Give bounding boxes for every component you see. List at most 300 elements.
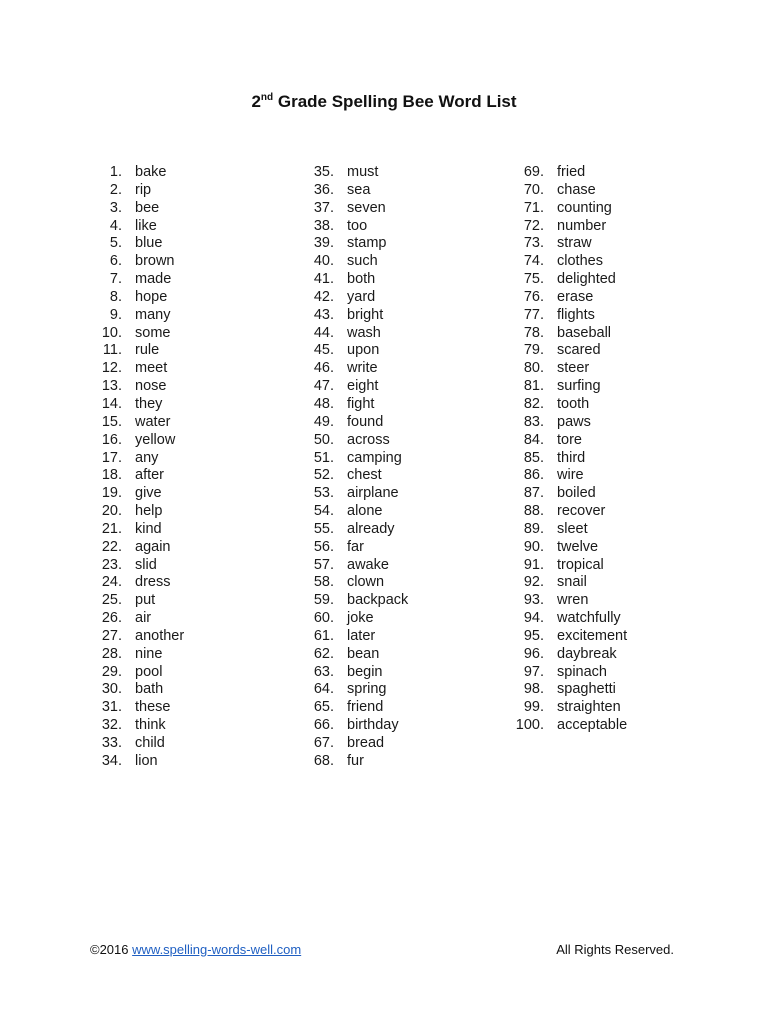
spelling-word: air [135,610,152,627]
word-list-item [272,521,408,539]
copyright-text: ©2016 [90,942,133,957]
spelling-word: any [135,449,159,466]
item-number: 9. [109,306,122,323]
word-column-3 [482,164,627,735]
spelling-word: watchfully [557,610,621,627]
spelling-word: awake [347,556,389,573]
word-list-item [482,200,627,218]
item-number: 2. [109,181,122,198]
word-list-item [482,432,627,450]
item-number: 34. [101,752,122,769]
word-list-item [272,432,408,450]
word-list-item [482,307,627,325]
spelling-word: scared [557,342,601,359]
item-number: 56. [313,538,334,555]
spelling-word: meet [135,360,168,377]
word-list-item [60,753,184,771]
spelling-word: counting [557,199,612,216]
word-list-item [482,467,627,485]
word-list-item [60,699,184,717]
word-list-item [482,592,627,610]
footer-copyright [90,942,301,957]
word-list-item [60,646,184,664]
item-number: 53. [313,485,334,502]
word-list-item [482,628,627,646]
word-list-item [60,342,184,360]
word-list-item [60,521,184,539]
word-list-item [60,681,184,699]
item-number: 49. [313,413,334,430]
item-number: 51. [313,449,334,466]
spelling-word: put [135,592,156,609]
word-list-item [272,539,408,557]
spelling-word: rule [135,342,160,359]
item-number: 100. [515,717,544,734]
item-number: 24. [101,574,122,591]
word-list-item [272,378,408,396]
spelling-word: clown [347,574,385,591]
spelling-word: pool [135,663,163,680]
word-list-item [60,467,184,485]
item-number: 91. [523,556,544,573]
word-list-item [60,164,184,182]
word-list-item [482,699,627,717]
page-title [0,92,768,112]
spelling-word: made [135,271,172,288]
item-number: 98. [523,681,544,698]
word-list-item [272,610,408,628]
item-number: 36. [313,181,334,198]
item-number: 88. [523,503,544,520]
spelling-word: chase [557,181,596,198]
word-column-2 [272,164,408,771]
spelling-word: chest [347,467,382,484]
word-list-item [272,342,408,360]
spelling-word: surfing [557,378,601,395]
word-list-item [482,289,627,307]
word-list-item [60,503,184,521]
item-number: 13. [101,378,122,395]
spelling-word: wash [347,324,381,341]
spelling-word: such [347,253,378,270]
spelling-word: birthday [347,717,399,734]
item-number: 78. [523,324,544,341]
word-list-item [272,200,408,218]
item-number: 64. [313,681,334,698]
word-list-item [482,325,627,343]
spelling-word: bath [135,681,164,698]
spelling-word: blue [135,235,163,252]
word-list-item [60,235,184,253]
spelling-word: hope [135,288,168,305]
spelling-word: bean [347,645,380,662]
word-list-item [60,485,184,503]
item-number: 62. [313,645,334,662]
spelling-word: bake [135,164,167,180]
item-number: 46. [313,360,334,377]
item-number: 15. [101,413,122,430]
spelling-word: clothes [557,253,603,270]
spelling-word: spaghetti [557,681,616,698]
word-list-item [272,218,408,236]
spelling-word: water [135,413,171,430]
footer-rights: All Rights Reserved. [556,942,674,957]
item-number: 21. [101,520,122,537]
spelling-word: give [135,485,162,502]
item-number: 80. [523,360,544,377]
item-number: 83. [523,413,544,430]
word-list-item [272,235,408,253]
spelling-word: dress [135,574,171,591]
spelling-word: yellow [135,431,176,448]
item-number: 97. [523,663,544,680]
item-number: 17. [101,449,122,466]
spelling-word: must [347,164,379,180]
word-list-item [272,253,408,271]
spelling-word: seven [347,199,386,216]
item-number: 1. [109,164,122,180]
word-list-item [482,485,627,503]
spelling-word: another [135,627,185,644]
item-number: 29. [101,663,122,680]
spelling-word: lion [135,752,158,769]
word-list-item [482,539,627,557]
spelling-word: backpack [347,592,409,609]
item-number: 7. [109,271,122,288]
word-list-item [272,307,408,325]
spelling-word: too [347,217,368,234]
word-list-item [60,360,184,378]
spelling-word: sleet [557,520,588,537]
item-number: 47. [313,378,334,395]
item-number: 11. [102,342,122,359]
item-number: 41. [313,271,334,288]
spelling-word: begin [347,663,383,680]
spelling-word: alone [347,503,383,520]
item-number: 12. [101,360,122,377]
title-superscript: nd [260,92,274,103]
word-list-item [60,432,184,450]
spelling-word: wren [557,592,589,609]
item-number: 31. [101,699,122,716]
word-list-item [60,735,184,753]
word-list-item [482,610,627,628]
item-number: 86. [523,467,544,484]
word-list-item [272,164,408,182]
item-number: 44. [313,324,334,341]
item-number: 93. [523,592,544,609]
spelling-word: across [347,431,390,448]
word-list-item [482,360,627,378]
spelling-word: brown [135,253,175,270]
spelling-word: nine [135,645,163,662]
word-list-item [60,450,184,468]
item-number: 8. [109,288,122,305]
spelling-word: snail [557,574,587,591]
spelling-word: upon [347,342,380,359]
item-number: 65. [313,699,334,716]
spelling-word: far [347,538,364,555]
item-number: 4. [109,217,122,234]
spelling-word: boiled [557,485,596,502]
item-number: 89. [523,520,544,537]
item-number: 63. [313,663,334,680]
spelling-word: joke [347,610,374,627]
word-list-item [272,646,408,664]
word-list-item [272,717,408,735]
spelling-word: yard [347,288,376,305]
spelling-word: airplane [347,485,399,502]
word-list-item [482,503,627,521]
item-number: 81. [523,378,544,395]
item-number: 52. [313,467,334,484]
spelling-word: excitement [557,627,628,644]
word-list-item [272,503,408,521]
word-list-item [482,521,627,539]
item-number: 73. [523,235,544,252]
word-list-item [60,610,184,628]
item-number: 94. [523,610,544,627]
word-list-item [60,200,184,218]
word-list-item [482,646,627,664]
word-list-item [272,467,408,485]
word-list-item [60,396,184,414]
word-column-1 [60,164,184,771]
item-number: 96. [523,645,544,662]
title-rest: Grade Spelling Bee Word List [273,92,517,111]
word-list-item [60,664,184,682]
item-number: 20. [101,503,122,520]
word-list-item [272,289,408,307]
word-list-item [482,378,627,396]
spelling-word: spinach [557,663,607,680]
spelling-word: these [135,699,171,716]
word-list-item [60,717,184,735]
spelling-word: help [135,503,163,520]
item-number: 71. [523,199,544,216]
word-list-item [482,218,627,236]
spelling-word: steer [557,360,590,377]
word-list-item [60,592,184,610]
word-list-item [272,360,408,378]
item-number: 69. [523,164,544,180]
item-number: 66. [313,717,334,734]
spelling-word: later [347,627,376,644]
spelling-word: eight [347,378,379,395]
spelling-word: tore [557,431,582,448]
item-number: 38. [313,217,334,234]
word-list-item [272,414,408,432]
word-list-item [60,539,184,557]
spelling-word: many [135,306,171,323]
item-number: 19. [101,485,122,502]
item-number: 74. [523,253,544,270]
spelling-word: bread [347,735,385,751]
spelling-word: nose [135,378,167,395]
item-number: 27. [101,627,122,644]
word-list-item [482,681,627,699]
spelling-word: twelve [557,538,599,555]
word-list-item [272,753,408,771]
word-list-item [272,271,408,289]
item-number: 23. [101,556,122,573]
item-number: 68. [313,752,334,769]
item-number: 25. [101,592,122,609]
word-list-item [60,253,184,271]
item-number: 26. [101,610,122,627]
word-list-item [482,235,627,253]
word-list-item [60,307,184,325]
word-list-item [482,253,627,271]
word-list-item [482,342,627,360]
item-number: 87. [523,485,544,502]
word-list-item [60,218,184,236]
word-list-item [60,325,184,343]
item-number: 95. [523,627,544,644]
spelling-word: fur [347,752,364,769]
item-number: 77. [523,306,544,323]
word-list-item [482,664,627,682]
word-list-item [272,325,408,343]
item-number: 90. [523,538,544,555]
item-number: 55. [313,520,334,537]
word-list-item [60,182,184,200]
word-list-item [60,557,184,575]
item-number: 37. [313,199,334,216]
item-number: 58. [313,574,334,591]
spelling-word: again [135,538,171,555]
item-number: 76. [523,288,544,305]
spelling-word: found [347,413,384,430]
word-list-item [272,182,408,200]
word-list-item [60,574,184,592]
spelling-word: bee [135,199,160,216]
spelling-word: spring [347,681,387,698]
word-list-item [482,182,627,200]
spelling-word: acceptable [557,717,628,734]
spelling-word: kind [135,520,162,537]
spelling-word: paws [557,413,591,430]
item-number: 10. [101,324,122,341]
word-list-item [272,574,408,592]
item-number: 57. [313,556,334,573]
word-list-item [272,699,408,717]
spelling-word: like [135,217,157,234]
item-number: 75. [523,271,544,288]
item-number: 85. [523,449,544,466]
title-lead: 2 [251,92,261,111]
word-list-item [482,271,627,289]
spelling-word: friend [347,699,384,716]
item-number: 16. [101,431,122,448]
spelling-word: already [347,520,395,537]
word-list-item [60,271,184,289]
item-number: 42. [313,288,334,305]
word-list-item [482,557,627,575]
item-number: 79. [523,342,544,359]
spelling-word: straighten [557,699,621,716]
item-number: 45. [313,342,334,359]
spelling-word: number [557,217,607,234]
item-number: 60. [313,610,334,627]
spelling-word: recover [557,503,606,520]
spelling-word: tooth [557,395,590,412]
item-number: 5. [109,235,122,252]
spelling-word: fried [557,164,586,180]
item-number: 61. [313,627,334,644]
spelling-word: flights [557,306,595,323]
spelling-word: child [135,735,165,751]
item-number: 84. [523,431,544,448]
word-list-item [482,717,627,735]
item-number: 40. [313,253,334,270]
spelling-word: some [135,324,171,341]
spelling-word: stamp [347,235,387,252]
spelling-word: slid [135,556,157,573]
spelling-word: baseball [557,324,612,341]
item-number: 28. [101,645,122,662]
word-list-item [482,396,627,414]
word-list-item [60,414,184,432]
spelling-word: daybreak [557,645,617,662]
word-list-item [60,289,184,307]
word-list-item [272,592,408,610]
word-list-item [272,681,408,699]
item-number: 72. [523,217,544,234]
word-list-item [272,664,408,682]
spelling-word: rip [135,181,152,198]
word-list-item [272,396,408,414]
spelling-word: fight [347,395,375,412]
item-number: 30. [101,681,122,698]
spelling-word: straw [557,235,592,252]
spelling-word: wire [557,467,584,484]
website-link[interactable]: www.spelling-words-well.com [132,942,302,957]
word-list-item [60,378,184,396]
item-number: 82. [523,395,544,412]
item-number: 6. [109,253,122,270]
item-number: 3. [109,199,122,216]
spelling-word: sea [347,181,371,198]
spelling-word: camping [347,449,402,466]
item-number: 14. [101,395,122,412]
item-number: 67. [313,735,334,751]
item-number: 99. [523,699,544,716]
word-list-item [482,164,627,182]
spelling-word: after [135,467,165,484]
spelling-word: delighted [557,271,616,288]
spelling-word: both [347,271,376,288]
item-number: 43. [313,306,334,323]
item-number: 54. [313,503,334,520]
word-list-item [272,485,408,503]
word-list-item [272,450,408,468]
item-number: 32. [101,717,122,734]
word-list-item [272,735,408,753]
item-number: 39. [313,235,334,252]
spelling-word: tropical [557,556,604,573]
word-list-item [60,628,184,646]
spelling-word: erase [557,288,594,305]
word-list-item [482,414,627,432]
word-list-item [272,628,408,646]
word-list-item [482,574,627,592]
item-number: 22. [101,538,122,555]
word-list-item [482,450,627,468]
spelling-word: bright [347,306,384,323]
item-number: 35. [313,164,334,180]
spelling-word: third [557,449,586,466]
